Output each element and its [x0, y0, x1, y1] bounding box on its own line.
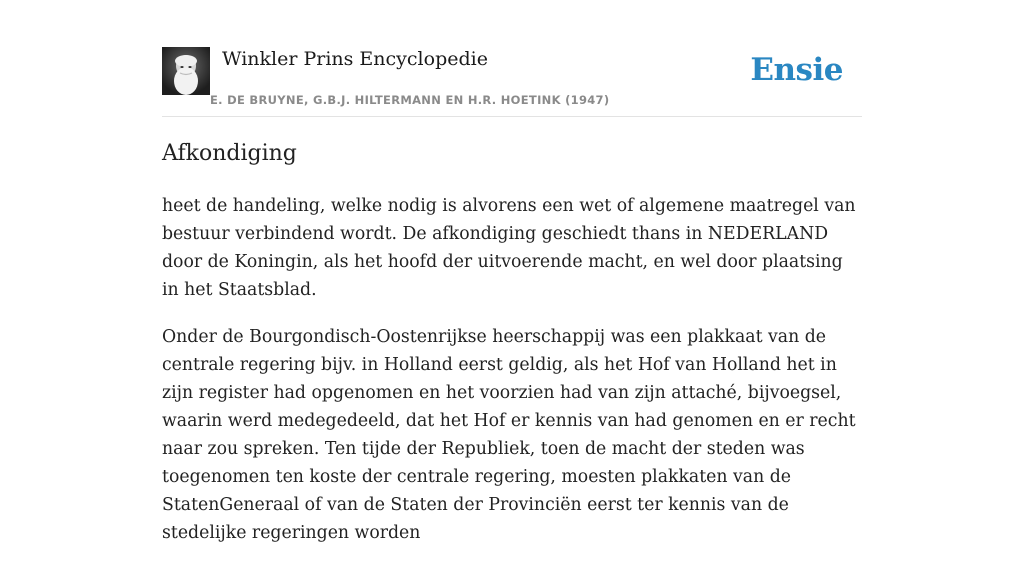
article-paragraph: Onder de Bourgondisch-Oostenrijkse heerschappij was een plakkaat van de centrale regering bijv. in Holland eerst geldig, als het Hof van Holland het in zijn register had opgenomen en het voorzien had van zijn attaché, bijvoegsel, waarin werd medegedeeld, dat het Hof er kennis van had genomen en er recht naar zou spreken. Ten tijde der Republiek, toen de macht der steden was toegenomen ten koste der centrale regering, moesten plakkaten van de StatenGeneraal of van de Staten der Provinciën eerst ter kennis van de stedelijke regeringen worden [162, 327, 856, 543]
source-header [162, 46, 862, 117]
article-title: Afkondiging [162, 141, 297, 166]
portrait-icon [162, 47, 210, 95]
source-authors: E. DE BRUYNE, G.B.J. HILTERMANN EN H.R. HOETINK (1947) [210, 93, 610, 107]
portrait-avatar[interactable] [162, 47, 210, 95]
article-body [162, 192, 862, 566]
source-title[interactable]: Winkler Prins Encyclopedie [222, 48, 488, 70]
brand-logo[interactable]: Ensie [750, 52, 843, 88]
article-paragraph: heet de handeling, welke nodig is alvorens een wet of algemene maatregel van bestuur verbindend wordt. De afkondiging geschiedt thans in NEDERLAND door de Koningin, als het hoofd der uitvoerende macht, en wel door plaatsing in het Staatsblad. [162, 196, 856, 300]
